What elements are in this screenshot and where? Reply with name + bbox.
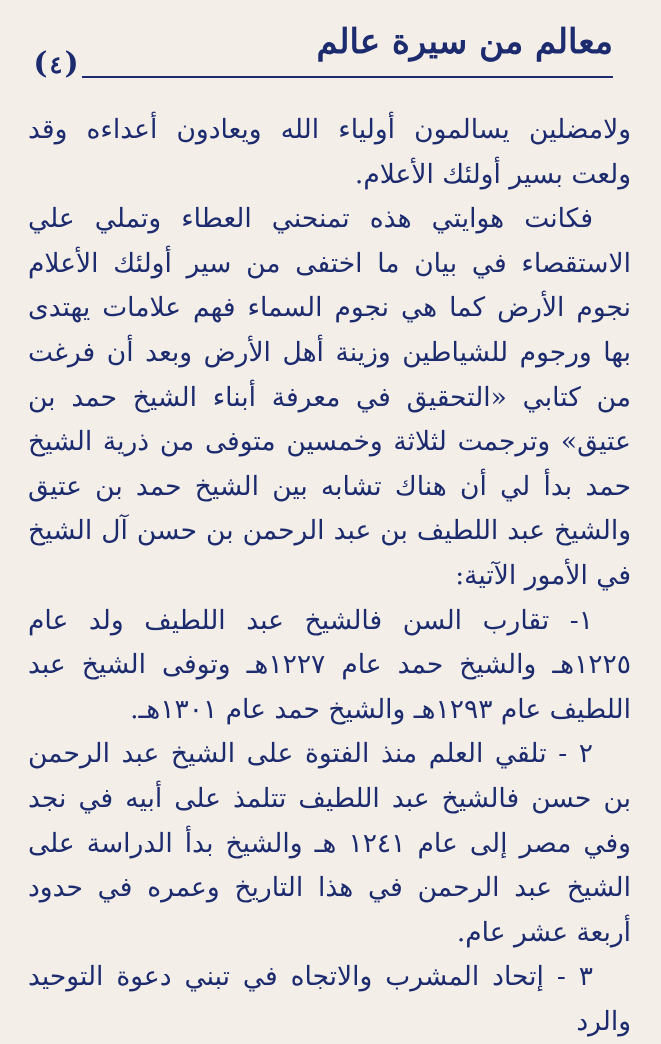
text-line: ٢ - تلقي العلم منذ الفتوة على الشيخ عبد الرحمن (28, 738, 593, 770)
text-line: فكانت هوايتي هذه تمنحني العطاء وتملي علي الاستقصاء (28, 203, 631, 279)
text-line: ٣ - إتحاد المشرب والاتجاه في تبني دعوة التوحيد والرد (28, 961, 631, 1037)
header-rule (82, 76, 613, 78)
paragraph-1 (28, 108, 631, 197)
text-line: والشيخ حمد عام ١٢٢٧هـ وتوفى الشيخ عبد اللطيف (28, 649, 631, 725)
text-line: الشيخ عبد الرحمن في هذا التاريخ وعمره في حدود (28, 872, 631, 904)
text-line: «التحقيق في معرفة أبناء الشيخ حمد بن عتيق» وترجمت (28, 381, 631, 458)
text-line: بن عبد الرحمن بن حسن آل الشيخ في الأمور الآتية: (28, 515, 631, 591)
text-line: بن حسن فالشيخ عبد اللطيف تتلمذ على أبيه في نجد (28, 782, 631, 814)
list-item-1 (28, 599, 631, 733)
body-text (28, 108, 631, 1044)
text-line: بسير أولئك الأعلام. (354, 158, 563, 190)
text-line: لثلاثة وخمسين متوفى من ذرية الشيخ حمد بدأ لي أن (28, 426, 631, 502)
page-number-value: ٤ (49, 49, 63, 79)
text-line: وفي مصر إلى عام ١٢٤١ هـ والشيخ بدأ الدراسة على (28, 827, 631, 859)
text-line: في بيان ما اختفى من سير أولئك الأعلام نجوم الأرض (28, 247, 631, 324)
text-line: للشياطين وزينة أهل الأرض وبعد أن فرغت من كتابي (28, 336, 631, 413)
text-line: ولامضلين يسالمون أولياء الله ويعادون أعداءه وقد ولعت (28, 114, 631, 190)
left-bracket-ornament: ( (33, 46, 48, 81)
paragraph-2 (28, 197, 631, 598)
text-line: ١- تقارب السن فالشيخ عبد اللطيف ولد عام ١٢٢٥هـ (28, 604, 631, 681)
text-line: كما هي نجوم السماء فهم علامات يهتدى بها ورجوم (28, 292, 631, 368)
page-number (28, 44, 84, 84)
list-item-2 (28, 732, 631, 955)
running-head-title: معالم من سيرة عالم (316, 22, 613, 62)
right-bracket-ornament: ) (64, 46, 79, 81)
text-line: هناك تشابه بين الشيخ حمد بن عتيق والشيخ عبد اللطيف (28, 470, 632, 547)
text-line: أربعة عشر عام. (456, 916, 631, 948)
text-line: عام ١٢٩٣هـ والشيخ حمد عام ١٣٠١هـ. (130, 693, 542, 725)
